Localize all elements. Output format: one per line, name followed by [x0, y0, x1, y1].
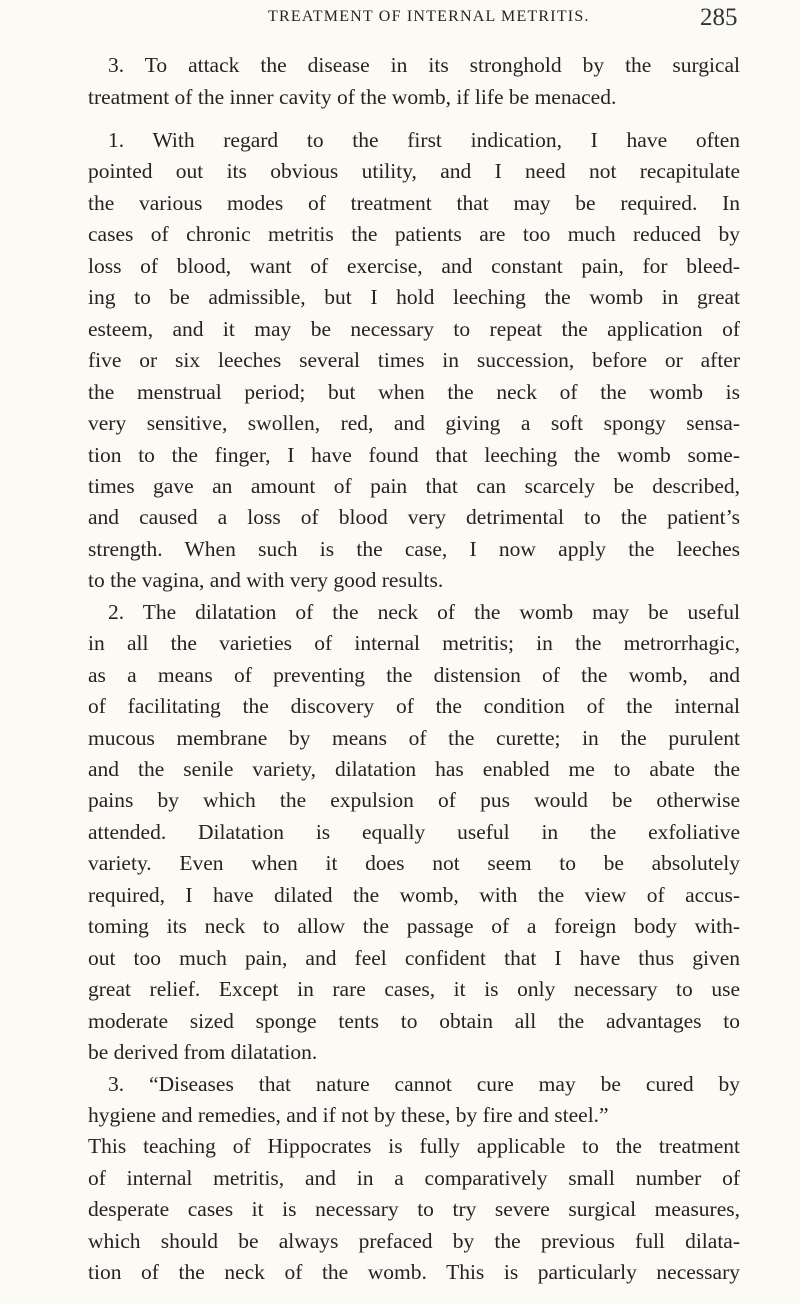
text-line: the various modes of treatment that may be required. In	[88, 190, 740, 215]
text-line: strength. When such is the case, I now apply the leeches	[88, 536, 740, 561]
text-line: 3. “Diseases that nature cannot cure may be cured by	[108, 1071, 740, 1096]
text-line: tion of the neck of the womb. This is particularly necessary	[88, 1260, 740, 1285]
text-line: esteem, and it may be necessary to repeat the application of	[88, 316, 740, 341]
text-line: be derived from dilatation.	[88, 1040, 318, 1065]
text-line: five or six leeches several times in succession, before or after	[88, 348, 740, 373]
text-line: pointed out its obvious utility, and I need not recapitulate	[88, 159, 740, 184]
text-line: ing to be admissible, but I hold leeching the womb in great	[88, 285, 740, 310]
text-line: cases of chronic metritis the patients are too much reduced by	[88, 222, 740, 247]
text-line: and caused a loss of blood very detrimental to the patient’s	[88, 505, 740, 530]
text-line: out too much pain, and feel confident that I have thus given	[88, 945, 740, 970]
text-line: 3. To attack the disease in its stronghold by the surgical	[108, 53, 740, 77]
text-line: very sensitive, swollen, red, and giving a soft spongy sensa-	[88, 411, 740, 436]
text-line: variety. Even when it does not seem to be absolutely	[88, 851, 740, 876]
text-line: 1. With regard to the first indication, I have often	[108, 128, 740, 152]
text-line: as a means of preventing the distension of the womb, and	[88, 662, 740, 687]
text-line: times gave an amount of pain that can scarcely be described,	[88, 473, 740, 498]
text-line: of facilitating the discovery of the condition of the internal	[88, 694, 740, 719]
text-line: great relief. Except in rare cases, it is only necessary to use	[88, 977, 740, 1002]
text-line: 2. The dilatation of the neck of the womb may be useful	[108, 599, 740, 624]
text-line: required, I have dilated the womb, with the view of accus-	[88, 882, 740, 907]
text-line: in all the varieties of internal metritis; in the metrorrhagic,	[88, 631, 740, 656]
text-line: desperate cases it is necessary to try severe surgical measures,	[88, 1197, 740, 1222]
text-line: mucous membrane by means of the curette; in the purulent	[88, 725, 740, 750]
text-line: hygiene and remedies, and if not by these, by fire and steel.”	[88, 1102, 609, 1127]
text-line: attended. Dilatation is equally useful in the exfoliative	[88, 819, 740, 844]
text-line: This teaching of Hippocrates is fully applicable to the treatment	[88, 1134, 740, 1159]
text-line: of internal metritis, and in a comparatively small number of	[88, 1165, 740, 1190]
text-line: and the senile variety, dilatation has enabled me to abate the	[88, 757, 740, 781]
text-line: pains by which the expulsion of pus would be otherwise	[88, 788, 740, 813]
running-head: TREATMENT OF INTERNAL METRITIS.	[268, 8, 590, 25]
text-line: loss of blood, want of exercise, and constant pain, for bleed-	[88, 253, 740, 278]
text-line: to the vagina, and with very good results.	[88, 568, 444, 593]
text-line: which should be always prefaced by the previous full dilata-	[88, 1228, 740, 1253]
text-line: treatment of the inner cavity of the womb, if life be menaced.	[88, 85, 617, 109]
page-number: 285	[700, 4, 738, 31]
text-line: moderate sized sponge tents to obtain all the advantages to	[88, 1008, 740, 1033]
text-line: the menstrual period; but when the neck of the womb is	[88, 379, 740, 404]
text-line: tion to the finger, I have found that leeching the womb some-	[88, 442, 740, 467]
text-line: toming its neck to allow the passage of a foreign body with-	[88, 914, 740, 939]
